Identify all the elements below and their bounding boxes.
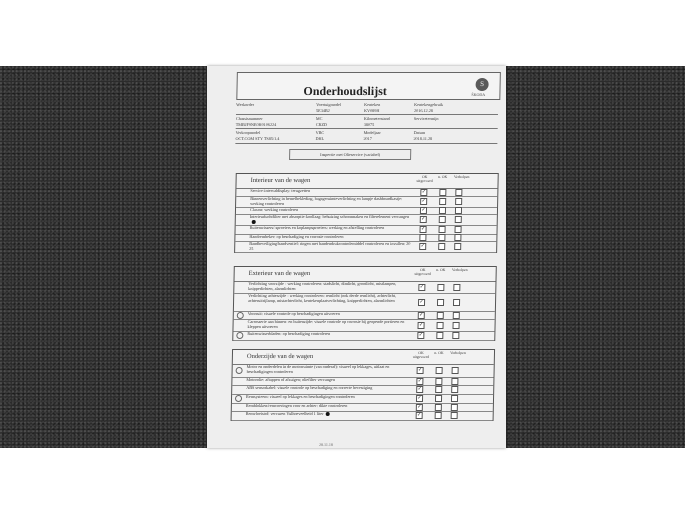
checkbox-verholpen[interactable]: [451, 404, 458, 411]
checkbox-ok[interactable]: ✓: [418, 333, 424, 338]
checklist-item-text: [250, 226, 412, 231]
checkbox-verholpen[interactable]: [455, 226, 462, 233]
info-rule: [235, 143, 497, 144]
footer-date: 28.11.18: [319, 442, 333, 447]
checkbox-ok[interactable]: ✓: [417, 378, 423, 384]
checkbox-nok[interactable]: [436, 367, 443, 374]
checkbox-ok[interactable]: ✓: [419, 312, 424, 318]
checklist-item-text: [250, 197, 412, 207]
checkbox-verholpen[interactable]: [455, 198, 462, 205]
checklist-item-label: Verlichting voorzijde - werking controleren: stadslicht, dimlicht, grootlicht, mistlampen, knipperlichten, alarmlichten: [248, 281, 397, 291]
checklist-row: [232, 364, 493, 378]
checkbox-ok[interactable]: ✓: [419, 299, 424, 305]
voertuigmodel-value: 5E34B2: [316, 108, 330, 113]
checkbox-nok[interactable]: [439, 198, 446, 205]
vbc-label: VBC: [315, 130, 325, 135]
checklist-row: [234, 293, 495, 312]
filled-dot-icon: [252, 220, 256, 224]
checklist-item-text: [246, 404, 408, 409]
checklist-section: [231, 349, 496, 421]
section-header: [233, 350, 494, 365]
checkbox-nok[interactable]: [435, 412, 442, 419]
column-header-ok: OK uitgevoerd: [414, 268, 431, 277]
checklist-item-label: ABS sensorkabel: visuele controle op beschadiging en correcte bevestiging: [246, 385, 373, 390]
checklist-row: [232, 411, 493, 421]
checklist-item-text: [246, 386, 408, 391]
checkbox-nok[interactable]: [435, 378, 442, 385]
verkoopmodel-label: Verkoopmodel: [235, 130, 261, 135]
section-title: Interieur van de wagen: [250, 177, 311, 184]
checklist-item-label: Interieurluchtfilter met absorptie-koollaag: behuizing schoonmaken en filterelement vervangen: [249, 214, 410, 219]
section-header: [236, 174, 497, 189]
checkbox-ok[interactable]: ✓: [421, 217, 426, 222]
checkbox-ok[interactable]: ✓: [417, 413, 422, 418]
checkbox-verholpen[interactable]: [455, 207, 462, 214]
checkbox-verholpen[interactable]: [453, 312, 460, 319]
checklist-item-label: Claxon: werking controleren: [249, 207, 299, 212]
bullet-icon: [236, 332, 243, 339]
checkbox-verholpen[interactable]: [452, 367, 459, 374]
checkbox-verholpen[interactable]: [452, 332, 459, 339]
checklist-section: [232, 266, 497, 341]
checklist-item-label: Carrosserie aan binnen- en buitenzijde: visuele controle op corrosie bij geopende portieren en kleppen uitvoeren: [247, 319, 405, 329]
column-header-verholpen: Verholpen: [450, 351, 466, 355]
bullet-icon: [236, 367, 243, 374]
checkbox-nok[interactable]: [438, 234, 445, 241]
chassisnummer-value: TMBJF9NE0H0106224: [235, 122, 277, 127]
kentekengebruik-label: Kentekengebruik: [414, 102, 444, 107]
section-title: Onderzijde van de wagen: [246, 353, 314, 360]
skoda-logo-icon: S: [475, 78, 488, 91]
checkbox-verholpen[interactable]: [453, 299, 460, 306]
kenteken-value: KV089H: [364, 108, 380, 113]
checklist-item-text: [250, 215, 412, 225]
column-header-ok: OK uitgevoerd: [412, 351, 430, 360]
checklist-item-text: [250, 189, 412, 194]
checkbox-nok[interactable]: [438, 243, 445, 250]
section-header: [234, 267, 495, 282]
checkbox-verholpen[interactable]: [451, 378, 458, 385]
column-header-nok: n. OK: [437, 175, 448, 179]
checklist-item-label: Ruitenwisserbladen: op beschadiging controleren: [247, 331, 331, 336]
brand-name: ŠKODA: [471, 92, 486, 97]
checkbox-ok[interactable]: ✓: [417, 396, 422, 401]
kilometerstand-value: 38075: [363, 122, 375, 127]
bullet-icon: [235, 395, 242, 402]
checklist-item-text: [250, 208, 412, 213]
checklist-item-label: Binnenverlichting in hemelbekleding, bagageruimteverlichting en lampje dashboardkastje: werking controleren: [250, 196, 403, 206]
checklist-row: [235, 241, 496, 253]
voertuigmodel-label: Voertuigmodel: [316, 102, 342, 107]
checklist-item-label: Motor en onderdelen in de motorruimte (van onderaf): visueel op lekkages, uitlaat en beschadigingen controleren: [246, 364, 390, 374]
checklist-item-label: Remsysteem: visueel op lekkages en beschadigingen controleren: [246, 394, 355, 399]
sheet-content: [207, 66, 506, 448]
checkbox-nok[interactable]: [435, 395, 442, 402]
servicetermijn-label: Servicetermijn: [413, 116, 439, 121]
checkbox-nok[interactable]: [439, 226, 446, 233]
checklist-item-label: Bandbeveiliging/bandventiel: ringen met bandendrukcontrolemiddel controleren en invullen: 20 25: [249, 241, 411, 251]
checklist-item-text: [249, 242, 411, 252]
checklist-item-label: Remblokken/remvoeringen voor en achter: dikte controleren: [245, 403, 348, 408]
column-header-verholpen: Verholpen: [451, 268, 468, 272]
checklist-item-text: [247, 332, 409, 337]
modeljaar-label: Modeljaar: [363, 130, 381, 135]
werkorder-label: Werkorder: [236, 102, 255, 107]
checkbox-nok[interactable]: [437, 284, 444, 291]
checklist-item-label: Ruitenwissers/-sproeiers en koplampsproeiers: werking en afstelling controleren: [249, 225, 385, 230]
checklist-item-label: Motorolie: aftappen of afzuigen; oliefilter vervangen: [246, 377, 335, 382]
checkbox-verholpen[interactable]: [454, 243, 461, 250]
checkbox-nok[interactable]: [437, 322, 444, 329]
checkbox-ok[interactable]: ✓: [421, 189, 427, 195]
checklist-item-label: Handrembeker: op beschadiging en corrosie controleren: [249, 234, 344, 239]
checklist-row: [233, 331, 494, 341]
checkbox-ok[interactable]: ✓: [420, 227, 426, 232]
column-header-ok: OK uitgevoerd: [416, 175, 433, 184]
checklist-section: [234, 173, 499, 253]
checkbox-nok[interactable]: [439, 189, 446, 196]
checkbox-ok[interactable]: ✓: [419, 284, 425, 290]
chassisnummer-label: Chassisnummer: [235, 116, 263, 121]
checkbox-nok[interactable]: [436, 332, 443, 339]
column-header-nok: n. OK: [434, 351, 444, 355]
checkbox-ok[interactable]: ✓: [420, 244, 425, 249]
column-header-nok: n. OK: [436, 268, 446, 272]
checklist-item-label: Voorruit: visuele controle op beschadigingen uitvoeren: [247, 311, 340, 316]
maintenance-checklist-sheet: [207, 66, 506, 448]
checklist-item-text: [248, 312, 410, 317]
checkbox-ok[interactable]: [419, 234, 426, 241]
checklist-item-label: Service-intervaldisplay: terugzetten: [250, 188, 311, 193]
section-title: Exterieur van de wagen: [248, 270, 311, 277]
checkbox-nok[interactable]: [435, 386, 442, 393]
checkbox-nok[interactable]: [435, 404, 442, 411]
checklist-item-text: [248, 294, 410, 304]
datum-value: 2018.11.28: [413, 136, 433, 141]
checkbox-nok[interactable]: [437, 312, 444, 319]
datum-label: Datum: [413, 130, 426, 135]
bullet-icon: [237, 312, 244, 319]
info-rule: [236, 128, 498, 129]
checkbox-verholpen[interactable]: [455, 189, 462, 196]
checkbox-ok[interactable]: ✓: [421, 199, 426, 204]
checklist-item-text: [247, 365, 409, 375]
mc-label: MC: [315, 116, 323, 121]
checklist-item-text: [247, 320, 409, 330]
checkbox-verholpen[interactable]: [454, 234, 461, 241]
checkbox-verholpen[interactable]: [455, 216, 462, 223]
checklist-item-text: [246, 412, 408, 417]
checkbox-ok[interactable]: ✓: [417, 368, 423, 373]
verkoopmodel-value: OCT.COM STY TS85/1.4: [235, 136, 280, 141]
checklist-item-text: [246, 395, 408, 400]
checkbox-ok[interactable]: ✓: [421, 208, 426, 213]
checkbox-verholpen[interactable]: [451, 412, 458, 419]
checkbox-nok[interactable]: [439, 207, 446, 214]
mc-value: CRZD: [315, 122, 327, 127]
info-rule: [236, 114, 498, 115]
document-header: [236, 72, 501, 100]
checklist-item-text: [248, 282, 410, 292]
vbc-value: DHL: [315, 136, 325, 141]
checkbox-verholpen[interactable]: [453, 284, 460, 291]
filled-dot-icon: [325, 412, 329, 416]
checkbox-verholpen[interactable]: [451, 395, 458, 402]
checkbox-verholpen[interactable]: [451, 386, 458, 393]
checklist-item-text: [246, 378, 408, 383]
kentekengebruik-value: 2016.12.28: [414, 108, 433, 113]
checkbox-nok[interactable]: [437, 299, 444, 306]
checkbox-verholpen[interactable]: [453, 322, 460, 329]
checkbox-ok[interactable]: ✓: [417, 387, 422, 392]
inspection-type: Inspectie met Olieservice (variabel): [289, 149, 411, 160]
checklist-item-text: [249, 235, 411, 240]
checklist-item-label: Remvloeistof: vervuren Vulhoeveelheid 1 liter: [245, 411, 324, 416]
column-header-verholpen: Verholpen: [453, 175, 470, 179]
document-title: Onderhoudslijst: [303, 84, 387, 98]
kenteken-label: Kenteken: [364, 102, 381, 107]
checkbox-ok[interactable]: ✓: [418, 322, 424, 328]
vehicle-info-block: [235, 102, 498, 146]
modeljaar-value: 2017: [363, 136, 372, 141]
kilometerstand-label: Kilometerstand: [363, 116, 390, 121]
checklist-item-label: Verlichting achterzijde - werking controleren: remlicht (ook derde remlicht), achterlicht, achteruitrijlamp, mistachterlicht, kentekenplaatverlichting, knipperlichten, alarmlichten: [248, 293, 397, 303]
checkbox-ok[interactable]: ✓: [417, 404, 422, 410]
checkbox-nok[interactable]: [439, 216, 446, 223]
